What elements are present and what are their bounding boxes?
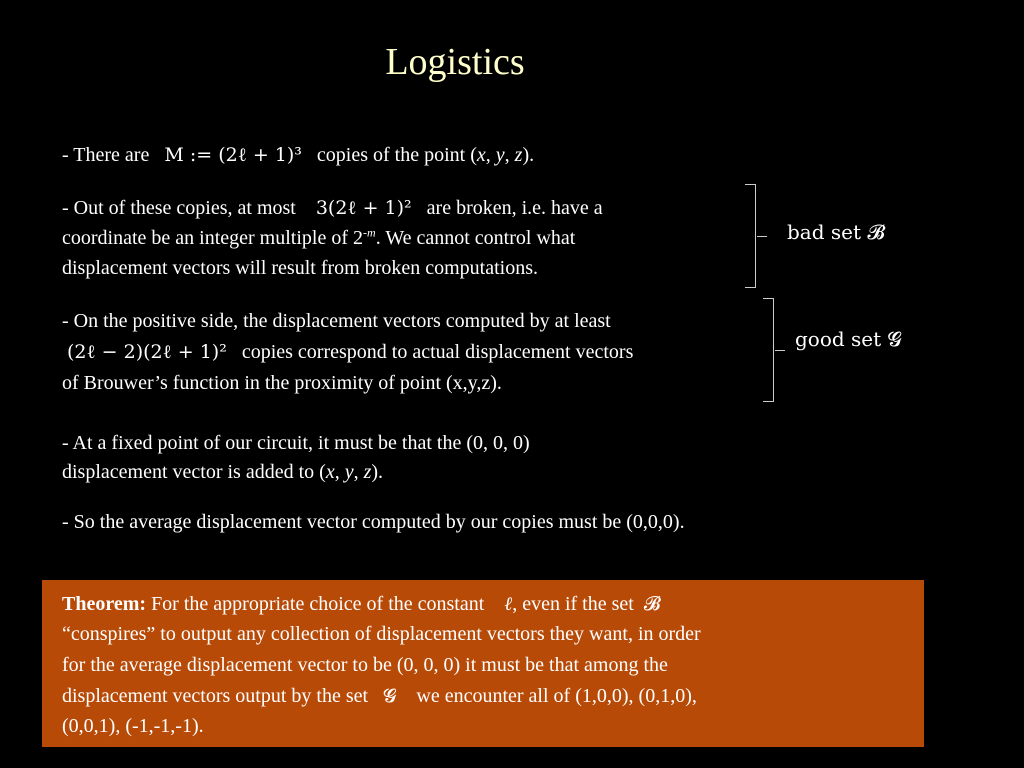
theorem-label: Theorem: [62,593,147,615]
math-ell: ℓ [504,593,513,615]
bullet-2-text-2: are broken, i.e. have a [426,197,603,219]
bullet-5: - So the average displacement vector computed by our copies must be (0,0,0). [62,511,685,533]
bullet-3-line-2 [62,337,633,367]
bullet-2-line-3: displacement vectors will result from broken computations. [62,257,538,279]
good-set-brace [763,298,774,402]
bullet-2-text-4: . We cannot control what [375,227,576,249]
theorem-text-1: For the appropriate choice of the constant [151,593,485,615]
bullet-1-text-2: copies of the point ( [316,144,477,166]
bullet-4-text-3: ). [371,461,384,483]
bullet-3-line-3: of Brouwer’s function in the proximity of point (x,y,z). [62,372,502,394]
var-x: x [476,144,486,166]
math-broken-count: 3(2ℓ + 1)² [315,197,412,219]
var-x: x [325,461,335,483]
bullet-4-line-1: - At a fixed point of our circuit, it must be that the (0, 0, 0) [62,432,530,454]
bullet-3-text-2: copies correspond to actual displacement vectors [241,341,634,363]
theorem-text-5: we encounter all of (1,0,0), (0,1,0), [416,685,697,707]
theorem-line-2: “conspires” to output any collection of displacement vectors they want, in order [62,623,701,645]
theorem-line-4 [62,681,697,711]
math-m-def: M := (2ℓ + 1)³ [164,144,302,166]
bullet-2-line-1 [62,193,603,223]
theorem-line-5: (0,0,1), (-1,-1,-1). [62,715,204,737]
bullet-2-text: - Out of these copies, at most [62,197,296,219]
bullet-4-line-2: displacement vector is added to (x, y, z). [62,461,384,483]
bullet-1-text-3: ). [522,144,535,166]
theorem-line-1 [62,589,661,619]
bullet-3-line-1: - On the positive side, the displacement vectors computed by at least [62,310,611,332]
var-y: y [344,461,354,483]
good-set-brace-tip [775,350,785,351]
var-z: z [363,461,372,483]
bullet-1-text: - There are [62,144,150,166]
good-set-label: good set 𝓖 [795,327,902,351]
theorem-box [42,580,924,747]
slide-title: Logistics [385,41,525,83]
theorem-text-2: , even if the set [512,593,634,615]
bad-set-brace [745,184,756,288]
var-z: z [514,144,523,166]
exponent-m: -m [363,225,376,240]
var-y: y [495,144,505,166]
theorem-text-4: displacement vectors output by the set [62,685,369,707]
bullet-1: - There are M := (2ℓ + 1)³ copies of the point (x, y, z). [62,144,535,166]
math-set-b: 𝓑 [643,593,661,615]
bullet-4-text-2: displacement vector is added to ( [62,461,326,483]
math-set-g: 𝓖 [383,685,397,707]
theorem-line-3: for the average displacement vector to be (0, 0, 0) it must be that among the [62,654,668,676]
bullet-2-line-2 [62,223,575,253]
bad-set-brace-tip [757,236,767,237]
bad-set-label: bad set 𝓑 [787,220,886,244]
math-good-count: (2ℓ − 2)(2ℓ + 1)² [67,341,227,363]
bullet-2-text-3: coordinate be an integer multiple of 2 [62,227,364,249]
